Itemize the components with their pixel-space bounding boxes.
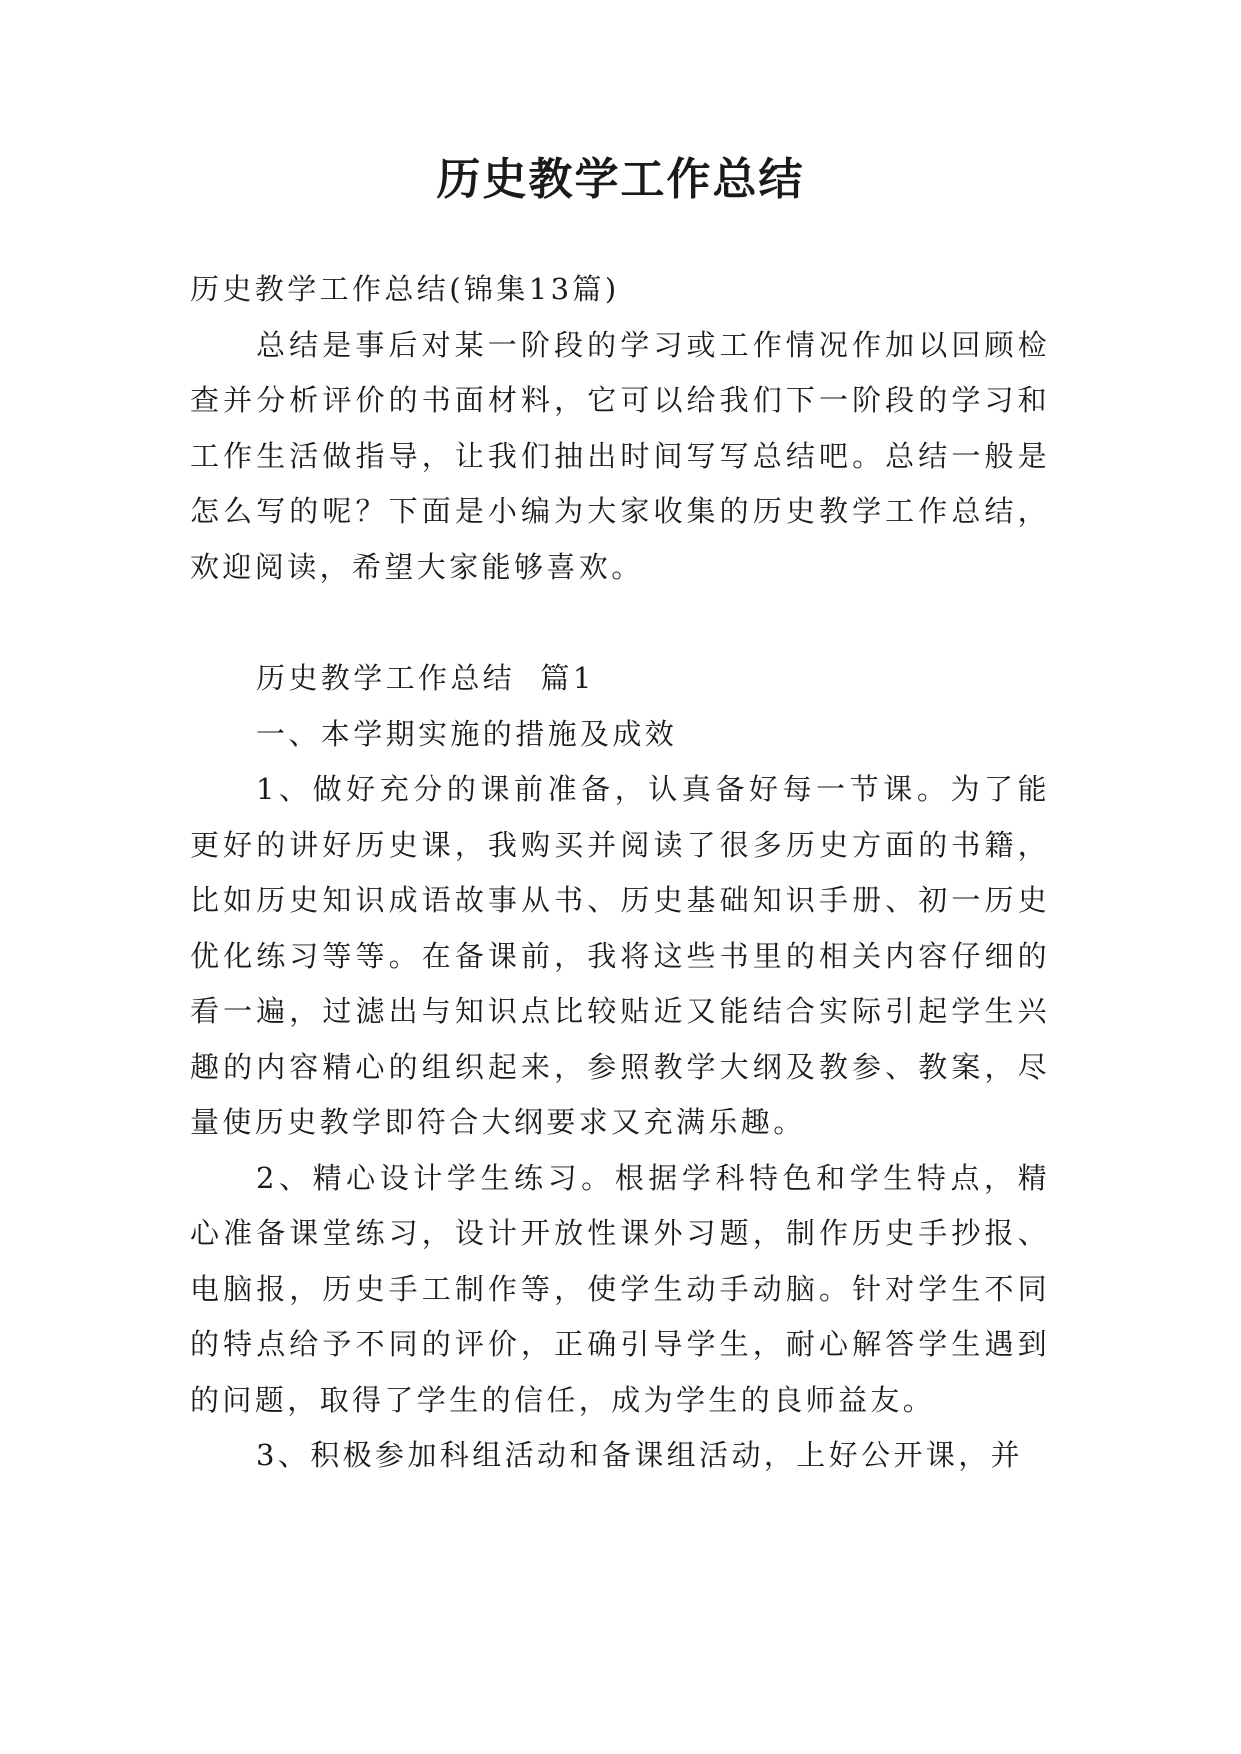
- body-paragraph-3: 3、积极参加科组活动和备课组活动，上好公开课，并: [256, 1438, 1024, 1472]
- body-paragraph-1: 1、做好充分的课前准备，认真备好每一节课。为了能更好的讲好历史课，我购买并阅读了很多历史方面的书籍，比如历史知识成语故事从书、历史基础知识手册、初一历史优化练习等等。在备课前，我将这些书里的相关内容仔细的看一遍，过滤出与知识点比较贴近又能结合实际引起学生兴趣的内容精心的组织起来，参照教学大纲及教参、教案，尽量使历史教学即符合大纲要求又充满乐趣。: [190, 772, 1050, 1139]
- intro-paragraph: 总结是事后对某一阶段的学习或工作情况作加以回顾检查并分析评价的书面材料，它可以给我们下一阶段的学习和工作生活做指导，让我们抽出时间写写总结吧。总结一般是怎么写的呢？下面是小编为大家收集的历史教学工作总结，欢迎阅读，希望大家能够喜欢。: [190, 327, 1050, 584]
- body-paragraph-2: 2、精心设计学生练习。根据学科特色和学生特点，精心准备课堂练习，设计开放性课外习题，制作历史手抄报、电脑报，历史手工制作等，使学生动手动脑。针对学生不同的特点给予不同的评价，正确引导学生，耐心解答学生遇到的问题，取得了学生的信任，成为学生的良师益友。: [190, 1160, 1050, 1417]
- document-title: 历史教学工作总结: [436, 154, 805, 205]
- document-body: [190, 262, 1050, 1484]
- section-heading: 历史教学工作总结 篇1: [256, 661, 595, 695]
- section-gap: [190, 595, 1050, 651]
- document-subtitle: 历史教学工作总结(锦集13篇): [190, 272, 620, 306]
- section-subheading: 一、本学期实施的措施及成效: [256, 716, 678, 751]
